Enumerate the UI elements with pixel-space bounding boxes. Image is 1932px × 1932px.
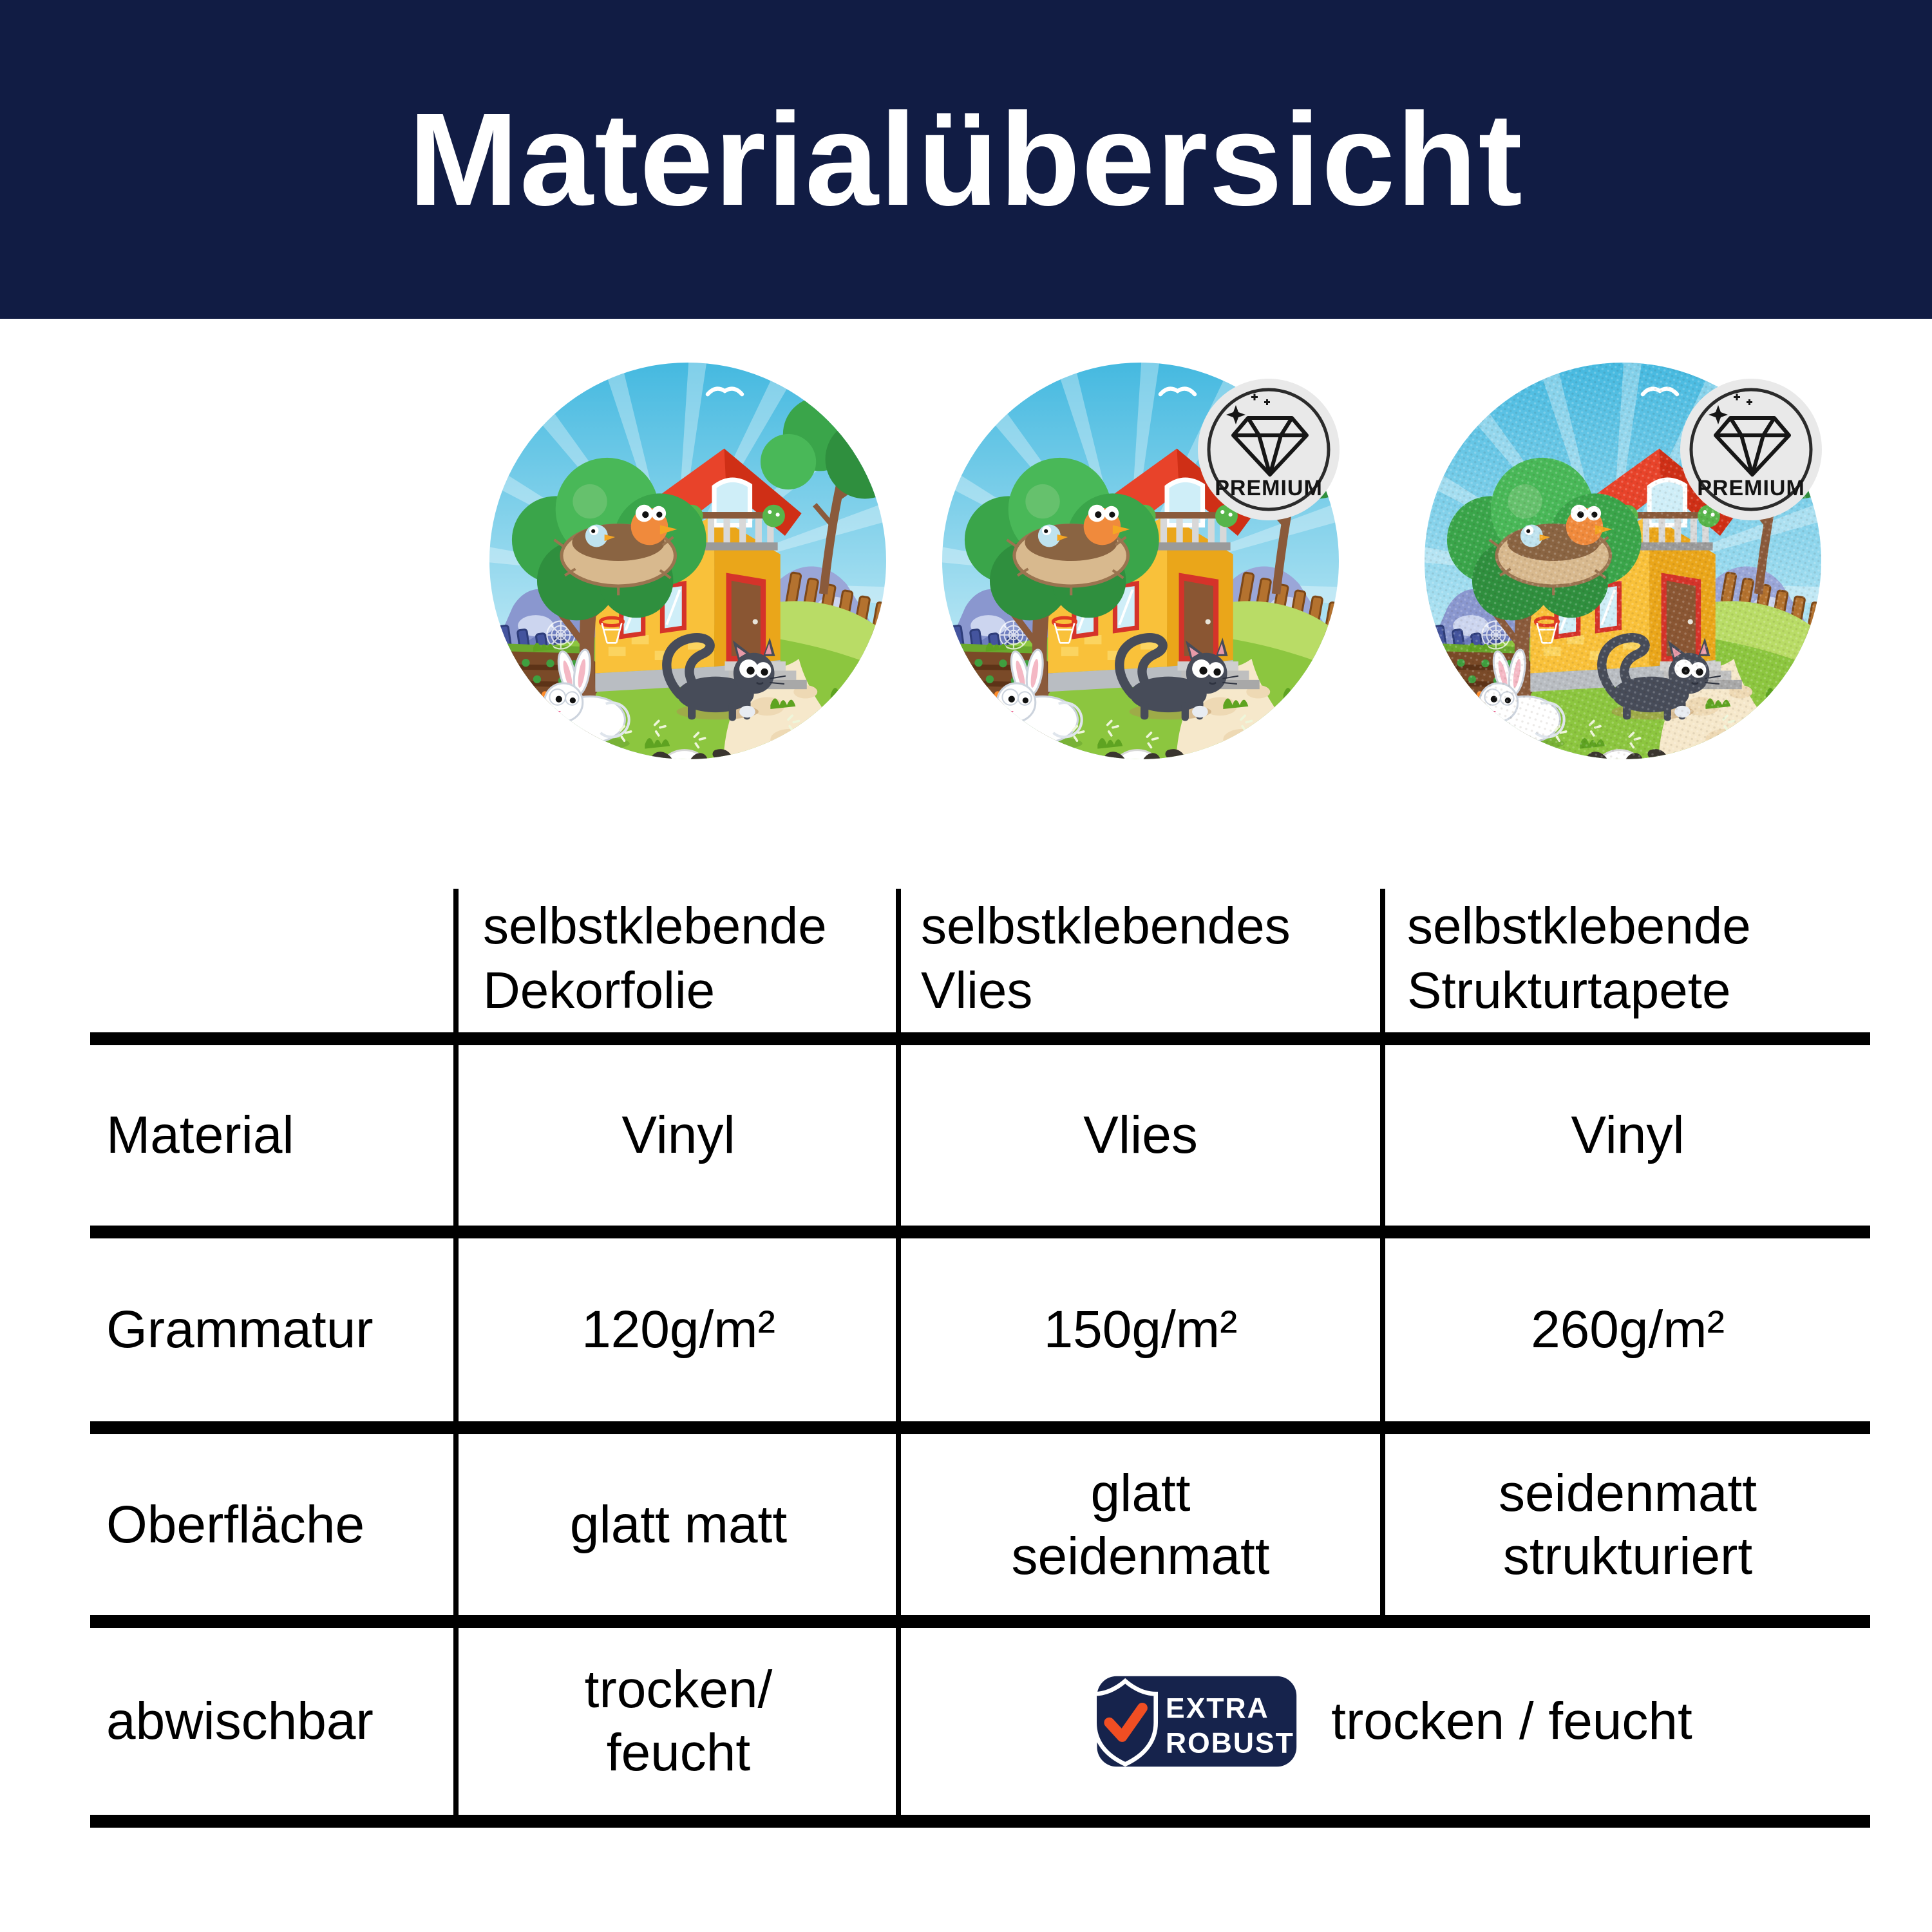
preview-dekorfolie <box>489 363 886 759</box>
header-line: selbstklebendes <box>921 897 1291 954</box>
robust-badge-line1: EXTRA <box>1166 1692 1269 1725</box>
header-line: Dekorfolie <box>483 961 715 1019</box>
table-line-horizontal <box>90 1421 1870 1434</box>
table-line-vertical <box>1380 889 1385 1622</box>
cell-material-strukturtapete <box>1385 1045 1870 1226</box>
row-label-oberflaeche: Oberfläche <box>106 1495 365 1554</box>
cell-text: trocken/ <box>584 1660 773 1719</box>
header-line: Strukturtapete <box>1407 961 1731 1019</box>
cell-material-vlies <box>901 1045 1380 1226</box>
cell-abwischbar-merged <box>901 1628 1870 1815</box>
column-header-vlies <box>921 894 1372 1023</box>
cell-text: Vinyl <box>1571 1106 1685 1164</box>
cell-text: strukturiert <box>1502 1526 1753 1586</box>
table-line-horizontal <box>90 1815 1870 1828</box>
row-label-grammatur: Grammatur <box>106 1300 374 1359</box>
cell-grammatur-dekorfolie <box>461 1238 896 1421</box>
table-line-vertical <box>453 889 459 1821</box>
column-header-strukturtapete <box>1407 894 1868 1023</box>
cell-text: 120g/m² <box>582 1300 775 1359</box>
premium-badge-label: PREMIUM <box>1215 476 1323 500</box>
premium-badge-label: PREMIUM <box>1697 476 1805 500</box>
cell-text: glatt matt <box>569 1495 788 1554</box>
preview-vlies <box>942 363 1339 759</box>
table-line-vertical <box>896 889 901 1821</box>
page-title: Materialübersicht <box>408 86 1524 233</box>
robust-badge-line2: ROBUST <box>1166 1727 1294 1759</box>
title-banner <box>0 0 1932 319</box>
cell-text: glatt <box>1090 1463 1191 1522</box>
cell-text: seidenmatt <box>1011 1526 1270 1586</box>
cell-oberflaeche-vlies <box>901 1434 1380 1615</box>
table-line-horizontal <box>90 1615 1870 1628</box>
header-line: Vlies <box>921 961 1033 1019</box>
premium-badge <box>1197 378 1340 521</box>
cell-oberflaeche-dekorfolie <box>461 1434 896 1615</box>
preview-strukturtapete <box>1425 363 1821 759</box>
cell-text: Vinyl <box>621 1106 735 1164</box>
cell-grammatur-vlies <box>901 1238 1380 1421</box>
cell-text: seidenmatt <box>1498 1463 1757 1522</box>
extra-robust-badge <box>1079 1672 1299 1770</box>
cell-text: feucht <box>606 1723 751 1782</box>
table-line-horizontal <box>90 1032 1870 1045</box>
premium-badge <box>1680 378 1823 521</box>
garden-scene-illustration <box>489 363 886 759</box>
table-line-horizontal <box>90 1226 1870 1238</box>
cell-text: Vlies <box>1083 1106 1198 1164</box>
shield-icon <box>1095 1681 1156 1764</box>
cell-text: 150g/m² <box>1043 1300 1238 1359</box>
row-label-abwischbar: abwischbar <box>106 1692 374 1750</box>
header-line: selbstklebende <box>1407 897 1751 954</box>
cell-material-dekorfolie <box>461 1045 896 1226</box>
cell-grammatur-strukturtapete <box>1385 1238 1870 1421</box>
cell-abwischbar-dekorfolie <box>461 1628 896 1815</box>
column-header-dekorfolie <box>483 894 895 1023</box>
merged-cell-text: trocken / feucht <box>1331 1692 1692 1750</box>
cell-text: 260g/m² <box>1531 1300 1725 1359</box>
row-label-material: Material <box>106 1106 294 1164</box>
header-line: selbstklebende <box>483 897 827 954</box>
cell-oberflaeche-strukturtapete <box>1385 1434 1870 1615</box>
